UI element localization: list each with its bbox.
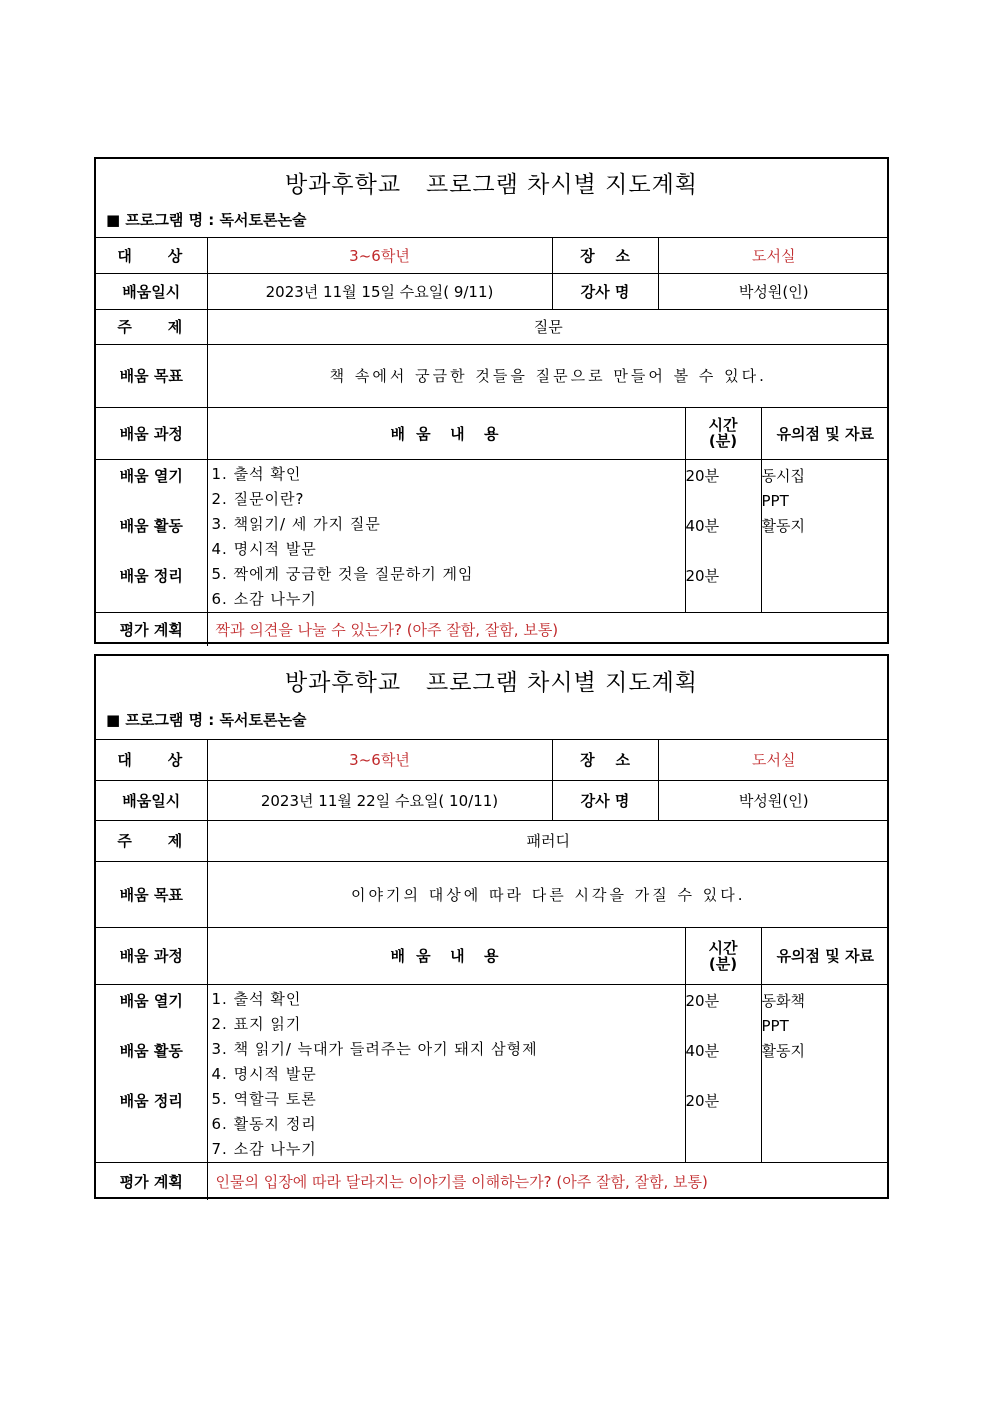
time-item: 20분 <box>685 466 720 485</box>
stage-item: 배움 열기 <box>119 991 183 1010</box>
list-item: 3. 책 읽기/ 늑대가 들려주는 아기 돼지 삼형제 <box>211 1039 538 1058</box>
material-item: 동화책 <box>761 991 805 1010</box>
stage-item: 배움 정리 <box>119 1091 183 1110</box>
topic-value: 패러디 <box>207 820 889 861</box>
goal-label: 배움 목표 <box>96 861 207 927</box>
evaluation-value: 짝과 의견을 나눌 수 있는가? (아주 잘함, 잘함, 보통) <box>207 612 889 646</box>
list-item: 1. 출석 확인 <box>211 989 302 1008</box>
place-value: 도서실 <box>658 238 889 273</box>
time-item: 20분 <box>685 1091 720 1110</box>
time-header <box>685 407 761 459</box>
topic-value: 질문 <box>207 309 889 344</box>
date-value: 2023년 11월 22일 수요일( 10/11) <box>207 780 552 820</box>
list-item: 4. 명시적 발문 <box>211 1064 317 1083</box>
time-header-line2: (분) <box>708 432 738 450</box>
goal-value: 책 속에서 궁금한 것들을 질문으로 만들어 볼 수 있다. <box>207 344 889 407</box>
topic-label: 주 제 <box>96 309 207 344</box>
plan-title: 방과후학교 프로그램 차시별 지도계획 <box>284 670 699 696</box>
plan-table <box>96 740 889 1200</box>
program-name: ■ 프로그램 명 : 독서토론논술 <box>106 211 307 229</box>
date-value: 2023년 11월 15일 수요일( 9/11) <box>207 273 552 309</box>
time-item: 20분 <box>685 991 720 1010</box>
teacher-value: 박성원(인) <box>658 780 889 820</box>
content-header: 배 움 내 용 <box>207 407 685 459</box>
process-label: 배움 과정 <box>96 927 207 984</box>
content-header: 배 움 내 용 <box>207 927 685 984</box>
material-item: 동시집 <box>761 466 805 485</box>
date-label: 배움일시 <box>96 780 207 820</box>
content-list <box>207 984 685 1162</box>
list-item: 2. 표지 읽기 <box>211 1014 302 1033</box>
stage-item: 배움 정리 <box>119 566 183 585</box>
evaluation-label: 평가 계획 <box>96 1162 207 1200</box>
list-item: 6. 소감 나누기 <box>211 589 317 608</box>
teacher-label: 강사 명 <box>552 273 658 309</box>
plan-title: 방과후학교 프로그램 차시별 지도계획 <box>284 172 699 198</box>
plan-header <box>96 656 887 740</box>
stage-column <box>96 459 207 612</box>
list-item: 1. 출석 확인 <box>211 464 302 483</box>
list-item: 4. 명시적 발문 <box>211 539 317 558</box>
evaluation-value: 인물의 입장에 따라 달라지는 이야기를 이해하는가? (아주 잘함, 잘함, 보통) <box>207 1162 889 1200</box>
list-item: 6. 활동지 정리 <box>211 1114 317 1133</box>
list-item: 5. 역할극 토론 <box>211 1089 317 1108</box>
stage-column <box>96 984 207 1162</box>
time-header-line1: 시간 <box>708 938 738 957</box>
evaluation-label: 평가 계획 <box>96 612 207 646</box>
materials-column <box>761 459 889 612</box>
teacher-value: 박성원(인) <box>658 273 889 309</box>
place-value: 도서실 <box>658 740 889 780</box>
process-label: 배움 과정 <box>96 407 207 459</box>
teacher-label: 강사 명 <box>552 780 658 820</box>
materials-column <box>761 984 889 1162</box>
plan-table <box>96 238 889 646</box>
goal-label: 배움 목표 <box>96 344 207 407</box>
place-label: 장 소 <box>552 740 658 780</box>
content-list <box>207 459 685 612</box>
time-item: 20분 <box>685 566 720 585</box>
plan-header <box>96 159 887 238</box>
time-header-line2: (분) <box>708 954 738 973</box>
time-item: 40분 <box>685 516 720 535</box>
stage-item: 배움 열기 <box>119 466 183 485</box>
material-item: 활동지 <box>761 1041 805 1060</box>
list-item: 5. 짝에게 궁금한 것을 질문하기 게임 <box>211 564 474 583</box>
program-name: ■ 프로그램 명 : 독서토론논술 <box>106 711 307 729</box>
material-item: PPT <box>761 491 789 510</box>
list-item: 3. 책읽기/ 세 가지 질문 <box>211 514 381 533</box>
time-item: 40분 <box>685 1041 720 1060</box>
time-header <box>685 927 761 984</box>
target-value: 3~6학년 <box>207 740 552 780</box>
notes-header: 유의점 및 자료 <box>761 407 889 459</box>
place-label: 장 소 <box>552 238 658 273</box>
stage-item: 배움 활동 <box>119 516 183 535</box>
list-item: 7. 소감 나누기 <box>211 1139 317 1158</box>
goal-value: 이야기의 대상에 따라 다른 시각을 가질 수 있다. <box>207 861 889 927</box>
time-header-line1: 시간 <box>708 416 738 434</box>
time-column <box>685 459 761 612</box>
lesson-plan-1 <box>94 157 889 644</box>
target-value: 3~6학년 <box>207 238 552 273</box>
time-column <box>685 984 761 1162</box>
material-item: 활동지 <box>761 516 805 535</box>
lesson-plan-2 <box>94 654 889 1199</box>
material-item: PPT <box>761 1016 789 1035</box>
stage-item: 배움 활동 <box>119 1041 183 1060</box>
target-label: 대 상 <box>96 740 207 780</box>
date-label: 배움일시 <box>96 273 207 309</box>
notes-header: 유의점 및 자료 <box>761 927 889 984</box>
target-label: 대 상 <box>96 238 207 273</box>
topic-label: 주 제 <box>96 820 207 861</box>
list-item: 2. 질문이란? <box>211 489 305 508</box>
